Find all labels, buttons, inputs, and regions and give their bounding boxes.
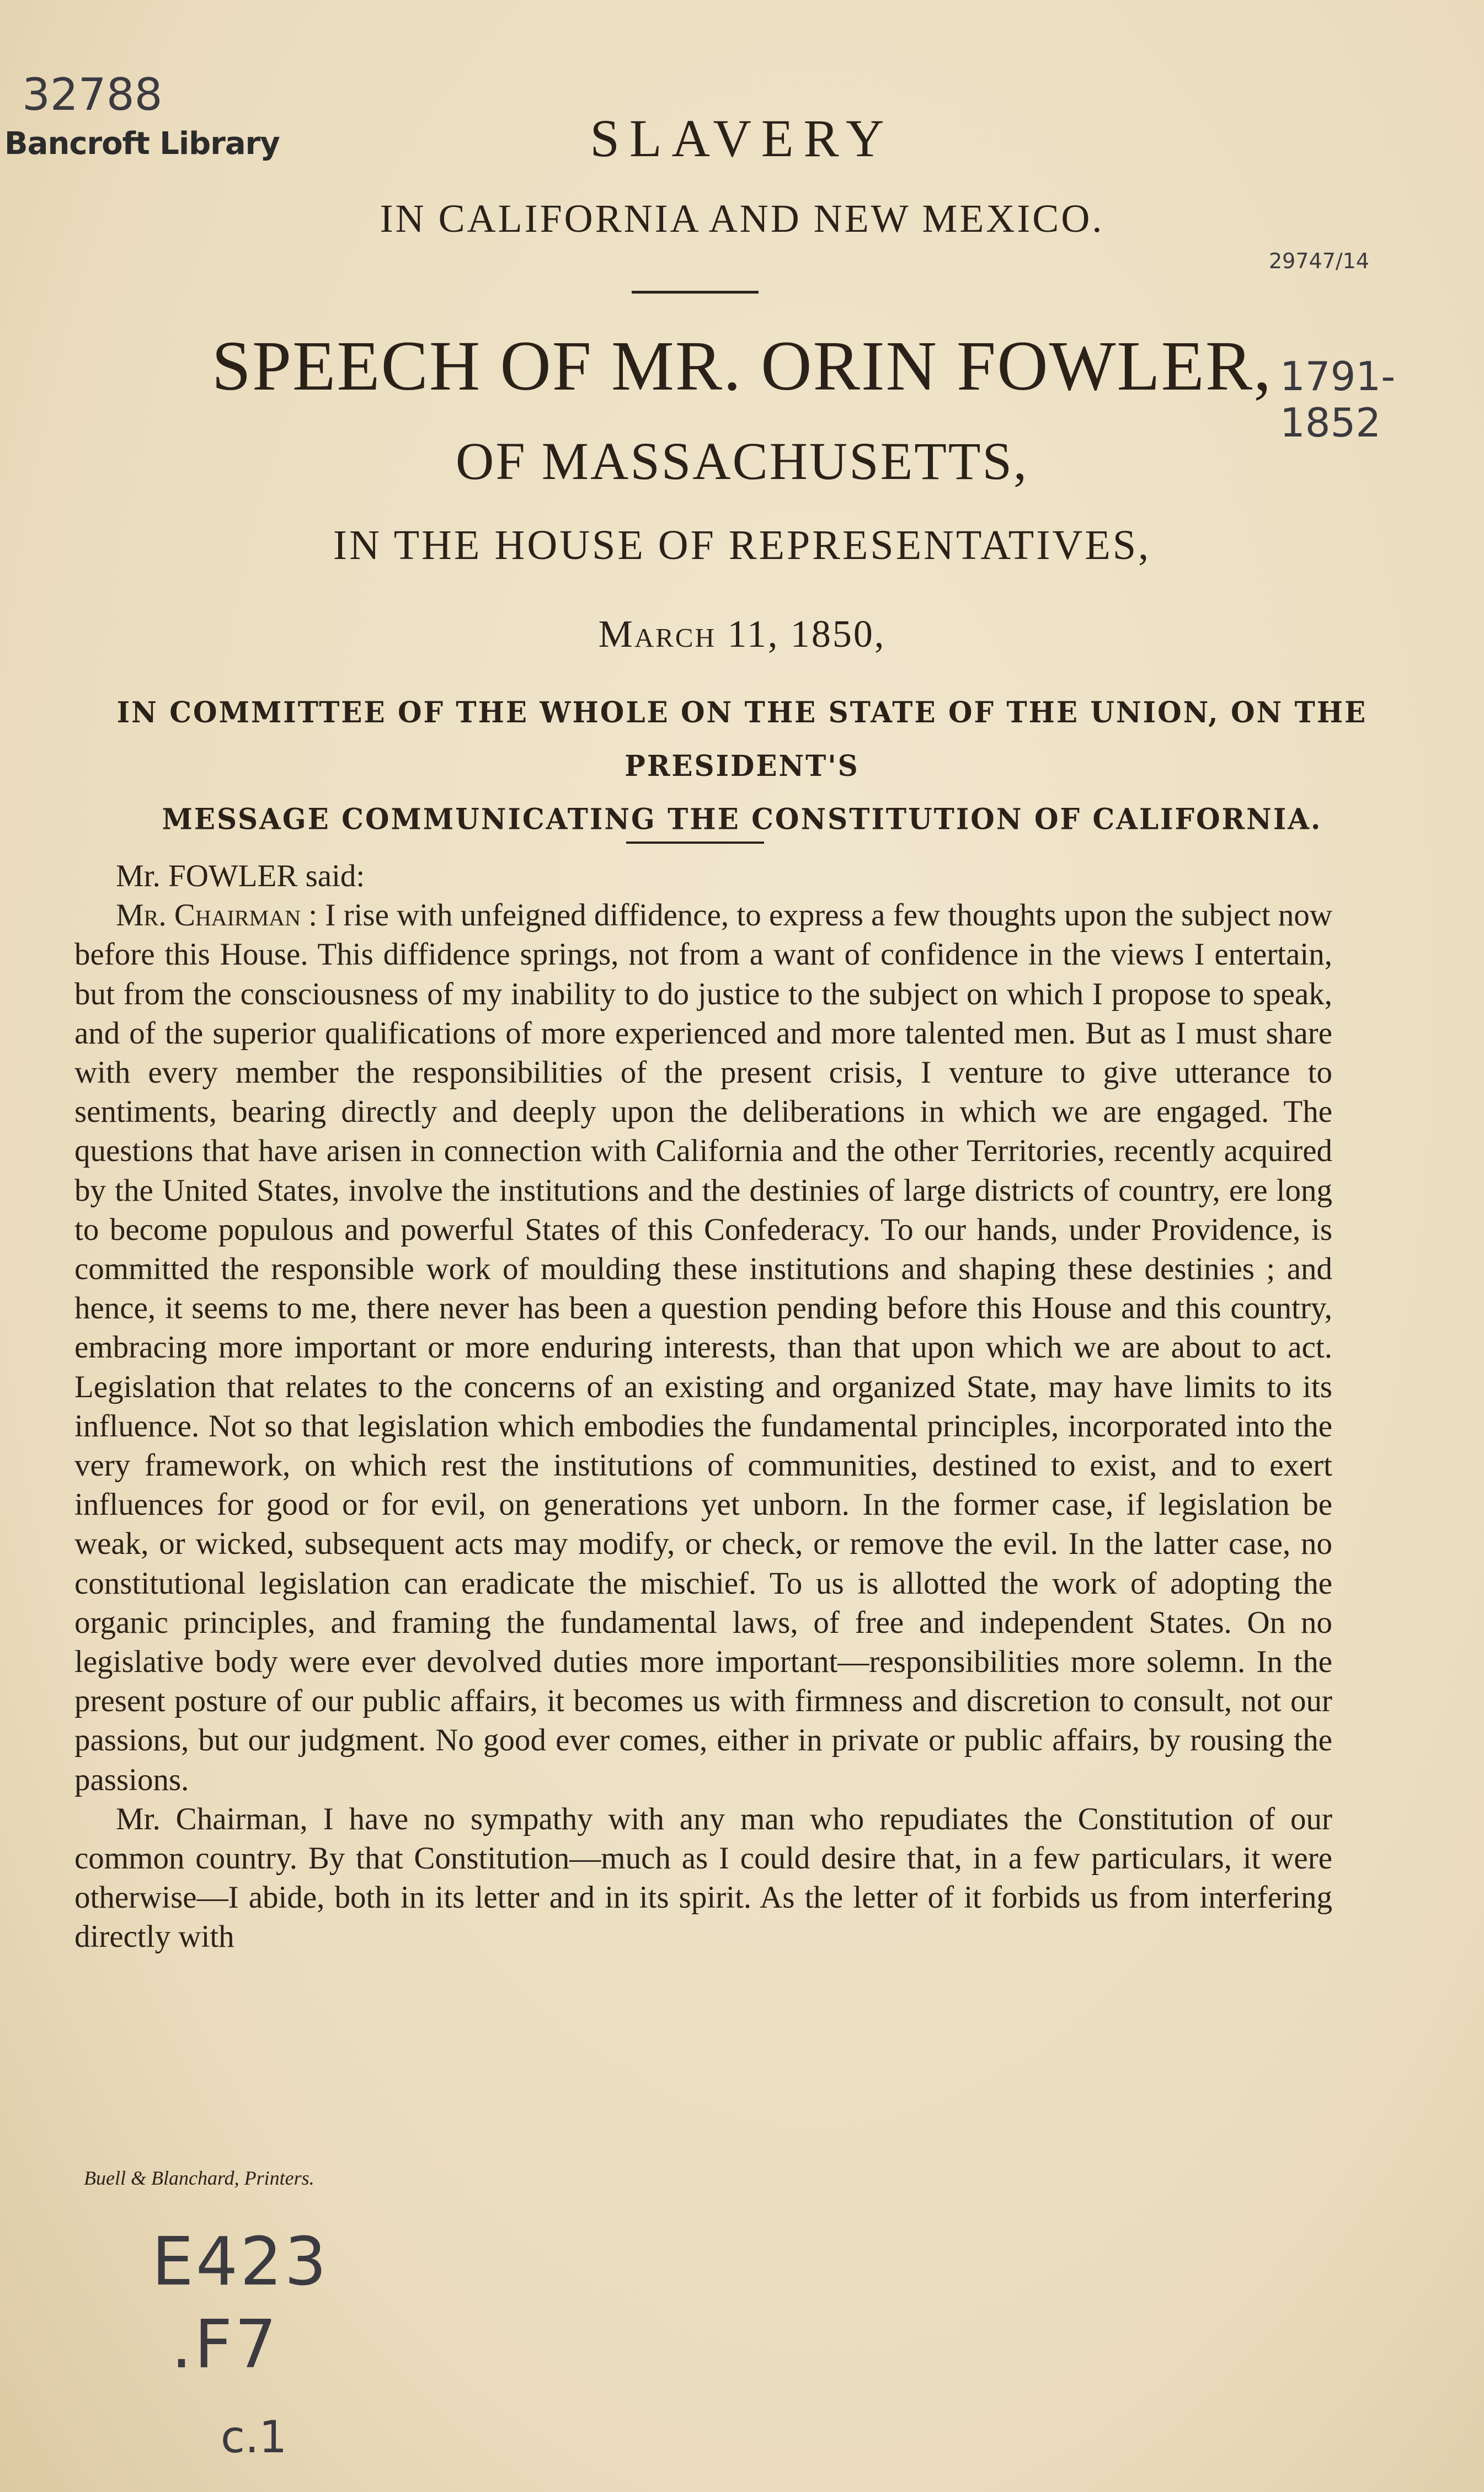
printer-imprint: Buell & Blanchard, Printers. bbox=[84, 2167, 314, 2189]
paragraph-1-text: I rise with unfeigned diffidence, to express a few thoughts upon the subject now before this House. This diffidence springs, not from a want of confidence in the views I entertain, but from the consciousness of my inability to do justice to the subject on which I propose to speak, and of the superior qualifications of more experienced and more talented men. But as I must share with every member the responsibilities of the present crisis, I venture to give utterance to sentiments, bearing directly and deeply upon the deliberations in which we are engaged. The questions that have arisen in connection with California and the other Territories, recently acquired by the United States, involve the institutions and the destinies of large districts of country, ere long to become populous and powerful States of this Confederacy. To our hands, under Providence, is committed the responsible work of moulding these institutions and shaping these destinies ; and hence, it seems to me, there never has been a question pending before this House and this country, embracing more important or more enduring interests, than that upon which we are about to act. Legislation that relates to the concerns of an existing and organized State, may have limits to its influence. Not so that legislation which embodies the fundamental principles, incorporated into the very framework, on which rest the institutions of communities, destined to exist, and to exert influences for good or for evil, on generations yet unborn. In the former case, if legislation be weak, or wicked, subsequent acts may modify, or check, or remove the evil. In the latter case, no constitutional legislation can eradicate the mischief. To us is allotted the work of adopting the organic principles, and framing the fundamental laws, of free and independent States. On no legislative body were ever devolved duties more important—responsibilities more solemn. In the present posture of our public affairs, it becomes us with firmness and discretion to consult, not our passions, but our judgment. No good ever comes, either in private or public affairs, by rousing the passions. bbox=[74, 898, 1333, 1797]
divider-top bbox=[632, 291, 759, 294]
shelf-note bbox=[1269, 248, 1370, 274]
call-number-2: .F7 bbox=[171, 2307, 279, 2383]
paragraph-1 bbox=[74, 896, 1332, 1799]
title: SLAVERY bbox=[590, 109, 894, 168]
call-number-1: E423 bbox=[152, 2224, 329, 2301]
date-line: March 11, 1850, bbox=[598, 613, 886, 656]
paragraph-2: Mr. Chairman, I have no sympathy with any man who repudiates the Constitution of our common country. By that Constitution—much as I could desire that, in a few particulars, it were otherwise—I abide, both in its letter and in its spirit. As the letter of it forbids us from interfering directly with bbox=[74, 1801, 1332, 1955]
committee-line bbox=[0, 686, 1484, 846]
speech-title: SPEECH OF MR. ORIN FOWLER, bbox=[211, 327, 1273, 405]
copy-number: c.1 bbox=[221, 2411, 287, 2463]
speaker-intro: Mr. FOWLER said: bbox=[116, 859, 365, 893]
committee-line-1: IN COMMITTEE OF THE WHOLE ON THE STATE OF THE UNION, ON THE PRESIDENT'S bbox=[116, 695, 1368, 783]
house-line: IN THE HOUSE OF REPRESENTATIVES, bbox=[333, 522, 1151, 568]
accession-number: 32788 bbox=[22, 69, 163, 120]
shelf-note-text: 29747/14 bbox=[1269, 249, 1370, 273]
committee-line-2: MESSAGE COMMUNICATING THE CONSTITUTION OF CALIFORNIA. bbox=[162, 802, 1322, 837]
divider-bottom bbox=[626, 842, 764, 844]
address-lead: Mr. Chairman : bbox=[116, 898, 318, 933]
dates-note: 1791-1852 bbox=[1280, 353, 1396, 446]
state-line: OF MASSACHUSETTS, bbox=[456, 432, 1028, 491]
subtitle: IN CALIFORNIA AND NEW MEXICO. bbox=[380, 196, 1104, 241]
library-stamp: Bancroft Library bbox=[4, 126, 280, 162]
speech-body bbox=[74, 856, 1332, 1957]
